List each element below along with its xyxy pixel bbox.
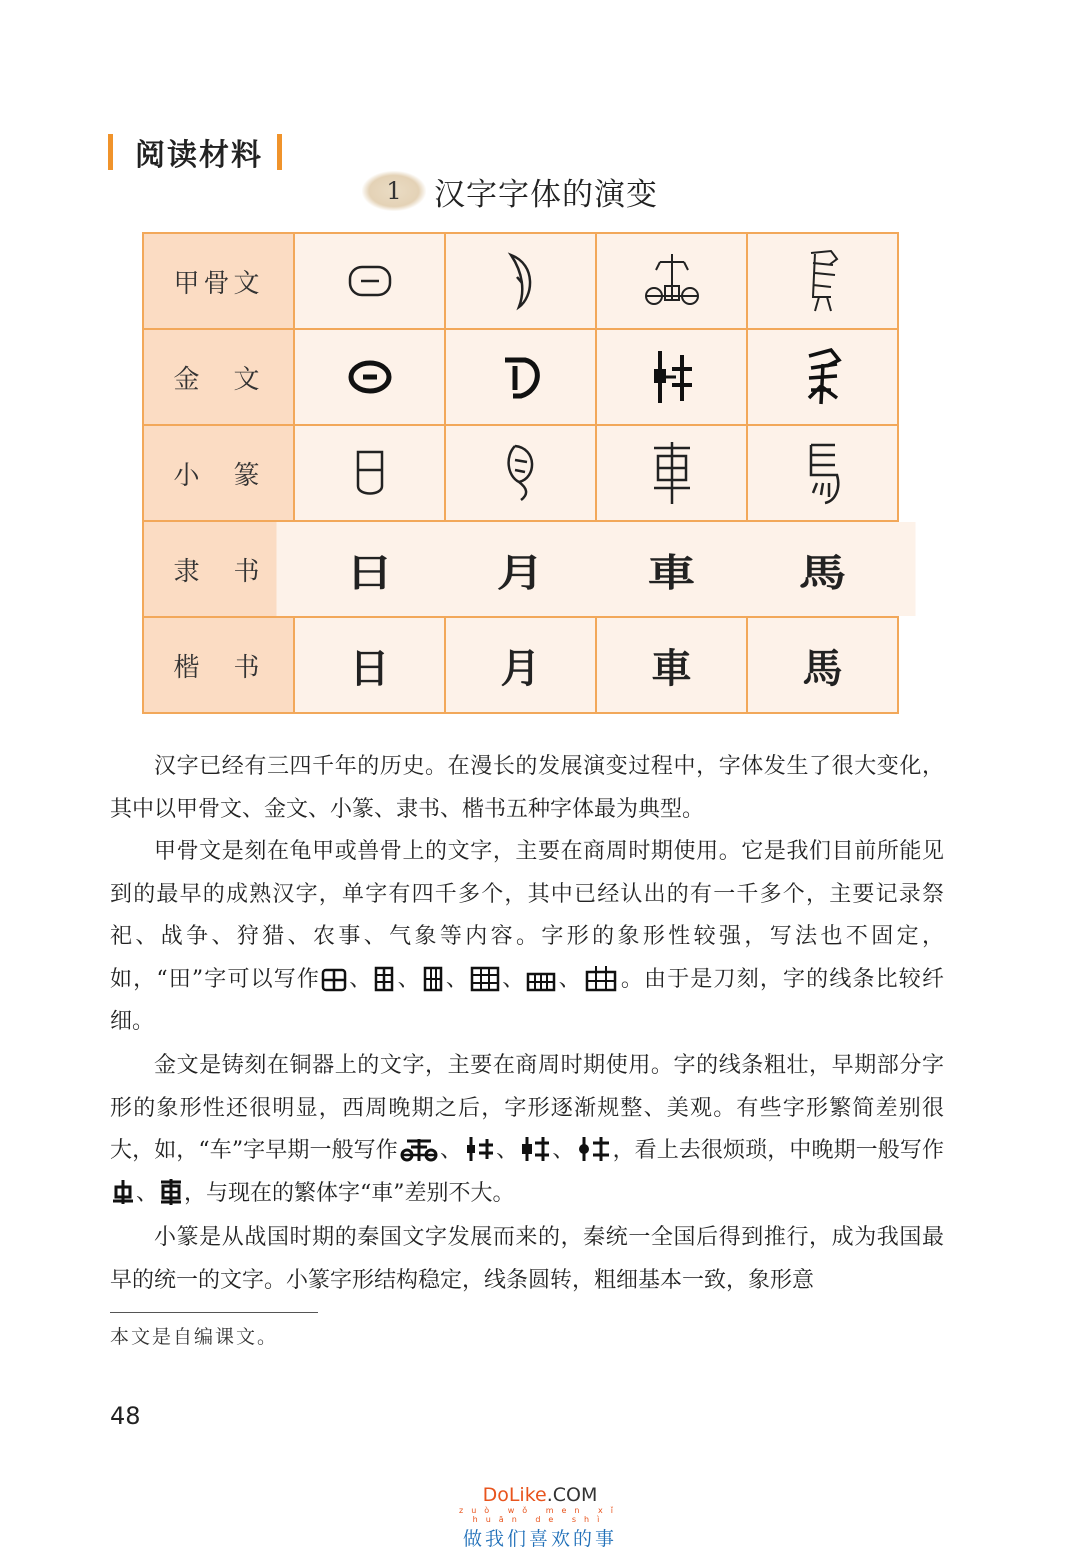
regular-horse-glyph: 馬	[747, 617, 898, 713]
row-header-seal: 小 篆	[143, 425, 294, 521]
page-number: 48	[110, 1402, 141, 1430]
field-glyph-variant-2	[373, 966, 395, 992]
bronze-moon-glyph	[445, 329, 596, 425]
paragraph-2-text-a: 甲骨文是刻在龟甲或兽骨上的文字，主要在商周时期使用。它是我们目前所能见到的最早的成熟汉字，单字有四千多个，其中已经认出的有一千多个，主要记录祭祀、战争、狩猎、农事、气象等内容。字形的象形性较强，写法也不固定，如，“田”字可以写作	[110, 839, 944, 992]
glyph-separator: 、	[444, 966, 470, 992]
field-glyph-variant-4	[470, 966, 500, 992]
paragraph-3-text-a: 金文是铸刻在铜器上的文字，主要在商周时期使用。字的线条粗壮，早期部分字形的象形性还很明显，西周晚期之后，字形逐渐规整、美观。有些字形繁简差别很大，如，“车”字早期一般写作	[110, 1053, 944, 1164]
row-header-oracle: 甲骨文	[143, 233, 294, 329]
bronze-cart-glyph	[596, 329, 747, 425]
glyph-separator: 、	[439, 1138, 463, 1164]
paragraph-3-text-c: ，与现在的繁体字“車”差别不大。	[184, 1180, 515, 1206]
glyph-separator: 、	[552, 1138, 575, 1164]
paragraph-3-text-b: ，看上去很烦琐，中晚期一般写作	[612, 1138, 944, 1164]
paragraph-1	[110, 746, 944, 831]
field-glyph-variant-3	[422, 966, 444, 992]
watermark-brand	[440, 1484, 640, 1506]
watermark	[440, 1484, 640, 1551]
seal-sun-glyph	[294, 425, 445, 521]
seal-cart-glyph	[596, 425, 747, 521]
glyph-separator: 、	[501, 966, 526, 992]
clerical-horse-glyph: 馬	[728, 521, 917, 617]
cart-early-variant-1	[399, 1137, 439, 1163]
footnote-rule	[110, 1312, 318, 1313]
oracle-sun-glyph	[294, 233, 445, 329]
glyph-separator: 、	[348, 966, 373, 992]
seal-horse-glyph	[747, 425, 898, 521]
table-row	[143, 233, 898, 329]
script-evolution-table	[142, 232, 899, 714]
watermark-pinyin: zuò wǒ men xǐ huān de shì	[459, 1506, 621, 1524]
paragraph-3	[110, 1045, 944, 1215]
table-row	[143, 329, 898, 425]
glyph-separator: 、	[396, 966, 421, 992]
field-glyph-variant-6	[583, 964, 619, 992]
glyph-separator: 、	[557, 966, 582, 992]
footnote: 本文是自编课文。	[110, 1326, 279, 1348]
clerical-moon-glyph: 月	[426, 521, 615, 617]
row-header-bronze: 金 文	[143, 329, 294, 425]
oracle-cart-glyph	[596, 233, 747, 329]
watermark-brand-domain: .COM	[546, 1484, 598, 1506]
section-title: 阅读材料	[135, 138, 263, 173]
lesson-number-badge: 1	[362, 171, 426, 211]
watermark-brand-name: DoLike	[482, 1484, 547, 1506]
section-label	[108, 132, 282, 172]
watermark-slogan: 做我们喜欢的事	[462, 1528, 617, 1550]
cart-late-variant-2	[159, 1178, 183, 1206]
cart-early-variant-2	[463, 1135, 495, 1163]
field-glyph-variant-1	[321, 968, 347, 992]
regular-cart-glyph: 車	[596, 617, 747, 713]
paragraph-4-text: 小篆是从战国时期的秦国文字发展而来的，秦统一全国后得到推行，成为我国最早的统一的文字。小篆字形结构稳定，线条圆转，粗细基本一致，象形意	[110, 1225, 944, 1293]
regular-moon-glyph: 月	[445, 617, 596, 713]
cart-late-variant-1	[111, 1178, 135, 1206]
paragraph-2-text-b: 。由于是刀刻，字的线条比较纤细。	[110, 966, 944, 1035]
cart-early-variant-3	[519, 1135, 551, 1163]
row-header-regular: 楷 书	[143, 617, 294, 713]
seal-moon-glyph	[445, 425, 596, 521]
clerical-cart-glyph: 車	[577, 521, 766, 617]
row-header-clerical: 隶 书	[143, 521, 294, 617]
lesson-title	[362, 166, 658, 216]
table-row	[143, 617, 898, 713]
paragraph-4	[110, 1217, 944, 1302]
lesson-title-text: 汉字字体的演变	[434, 176, 658, 213]
table-row	[143, 521, 898, 617]
bronze-sun-glyph	[294, 329, 445, 425]
clerical-sun-glyph: 日	[275, 521, 464, 617]
table-row	[143, 425, 898, 521]
glyph-separator: 、	[136, 1180, 159, 1206]
oracle-moon-glyph	[445, 233, 596, 329]
paragraph-1-text: 汉字已经有三四千年的历史。在漫长的发展演变过程中，字体发生了很大变化，其中以甲骨文、金文、小篆、隶书、楷书五种字体最为典型。	[110, 754, 944, 822]
paragraph-2	[110, 831, 944, 1044]
glyph-separator: 、	[496, 1138, 519, 1164]
regular-sun-glyph: 日	[294, 617, 445, 713]
oracle-horse-glyph	[747, 233, 898, 329]
bronze-horse-glyph	[747, 329, 898, 425]
section-bar-right	[277, 134, 282, 170]
cart-early-variant-4	[575, 1135, 611, 1163]
field-glyph-variant-5	[526, 970, 556, 992]
